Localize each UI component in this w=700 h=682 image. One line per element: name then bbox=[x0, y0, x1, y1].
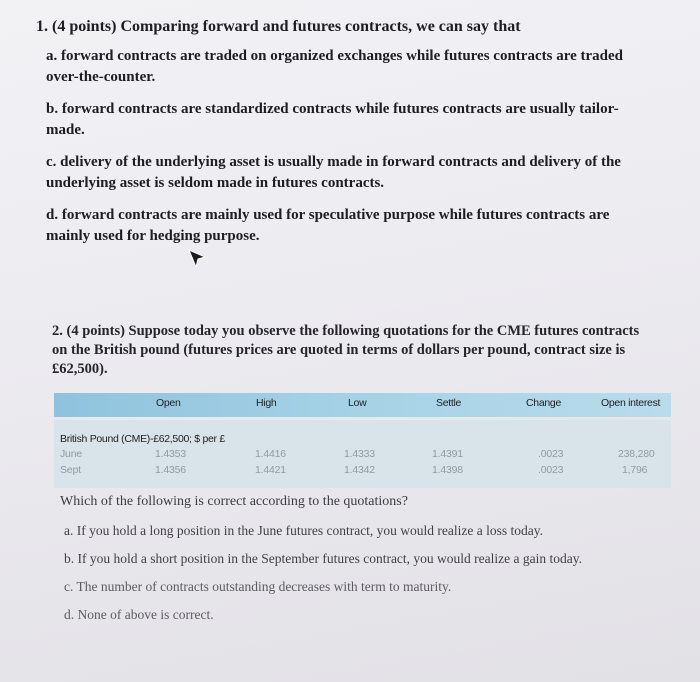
question-1-option-b: b. forward contracts are standardized contracts while futures contracts are usually tailor-made. bbox=[46, 101, 619, 138]
table-cell: 238,280 bbox=[618, 448, 655, 460]
question-2-choices bbox=[60, 494, 660, 634]
header-settle: Settle bbox=[436, 397, 462, 409]
question-2-option-a: a. If you hold a long position in the June futures contract, you would realize a loss today. bbox=[64, 523, 544, 538]
header-high: High bbox=[256, 397, 277, 409]
table-cell: .0023 bbox=[538, 448, 564, 460]
question-2-prompt: Which of the following is correct according to the quotations? bbox=[60, 494, 408, 509]
question-1-option-a: a. forward contracts are traded on organized exchanges while futures contracts are traded over-the-counter. bbox=[46, 48, 623, 85]
header-low: Low bbox=[348, 397, 367, 409]
table-cell: 1,796 bbox=[622, 464, 648, 476]
row-label-june: June bbox=[60, 448, 82, 460]
table-cell: 1.4333 bbox=[344, 448, 375, 460]
row-label-sept: Sept bbox=[60, 464, 81, 476]
mouse-pointer-icon bbox=[186, 248, 208, 272]
question-1-option-d: d. forward contracts are mainly used for speculative purpose while futures contracts are mainly used for hedging purpose. bbox=[46, 207, 610, 244]
header-open-interest: Open interest bbox=[601, 397, 661, 409]
table-cell: 1.4342 bbox=[344, 464, 375, 476]
question-1-title: 1. (4 points) Comparing forward and futures contracts, we can say that bbox=[36, 18, 521, 35]
table-cell: .0023 bbox=[538, 464, 564, 476]
question-2-option-b: b. If you hold a short position in the September futures contract, you would realize a gain today. bbox=[64, 551, 582, 566]
contract-label: British Pound (CME)-£62,500; $ per £ bbox=[60, 433, 225, 445]
table-cell: 1.4416 bbox=[255, 448, 286, 460]
question-2-text: 2. (4 points) Suppose today you observe the following quotations for the CME futures contracts on the British pound (futures prices are quoted in terms of dollars per pound, contract size is £62,500). bbox=[52, 323, 640, 377]
table-cell: 1.4398 bbox=[432, 464, 463, 476]
question-1 bbox=[36, 18, 636, 258]
question-1-option-c: c. delivery of the underlying asset is usually made in forward contracts and delivery of the underlying asset is seldom made in futures contracts. bbox=[46, 154, 621, 191]
table-cell: 1.4353 bbox=[155, 448, 186, 460]
table-cell: 1.4421 bbox=[255, 464, 286, 476]
question-2-option-d: d. None of above is correct. bbox=[64, 607, 214, 622]
table-cell: 1.4391 bbox=[432, 448, 463, 460]
header-open: Open bbox=[156, 397, 181, 409]
question-2-option-c: c. The number of contracts outstanding decreases with term to maturity. bbox=[64, 579, 452, 594]
header-change: Change bbox=[526, 397, 561, 409]
question-2 bbox=[52, 322, 642, 379]
table-cell: 1.4356 bbox=[155, 464, 186, 476]
